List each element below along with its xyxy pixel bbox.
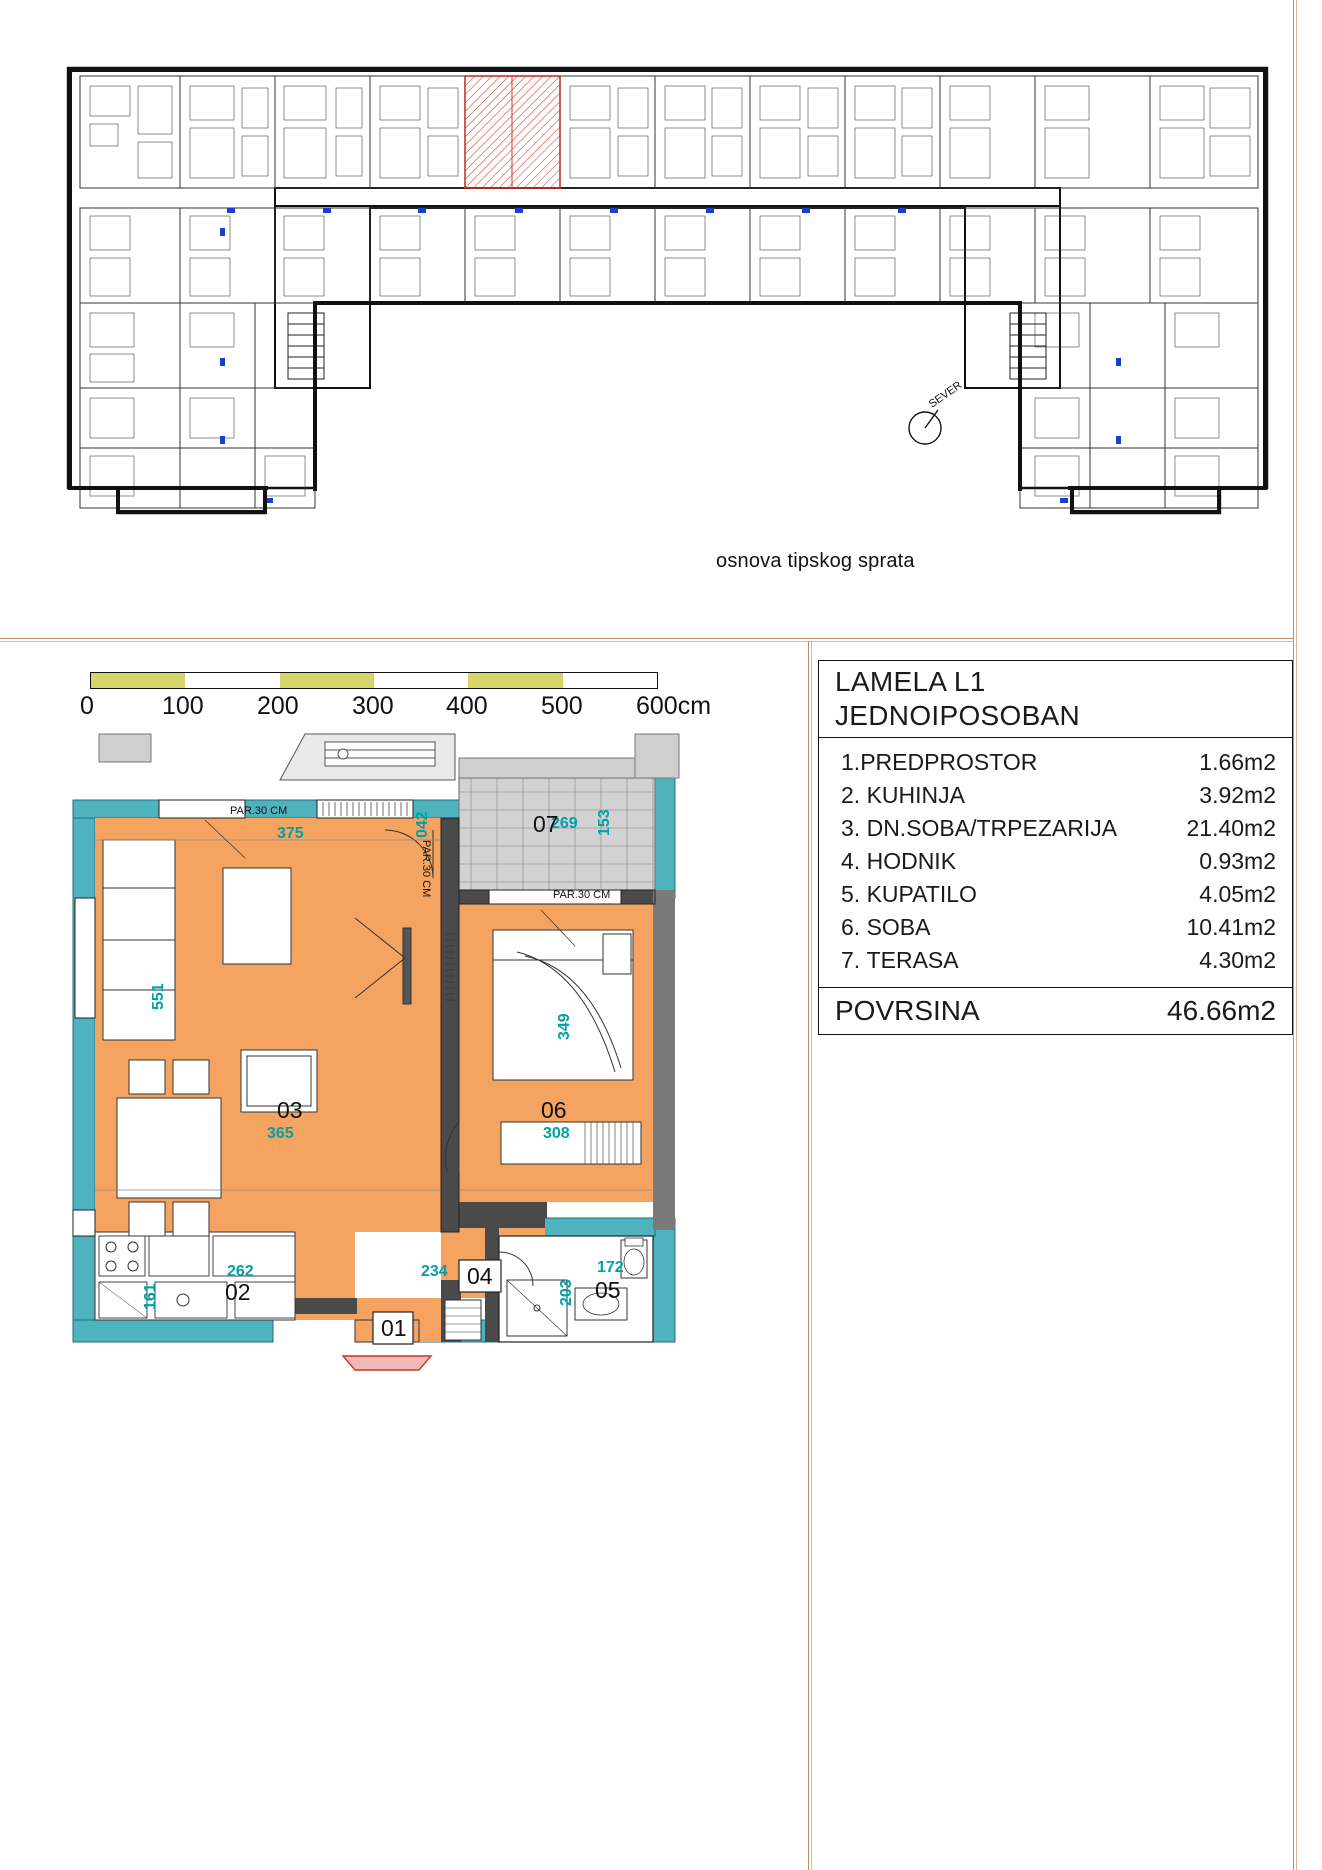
apartment-legend-table	[818, 660, 1293, 1035]
page-frame-column-line-2	[811, 641, 812, 1870]
legend-row-6	[819, 911, 1292, 944]
page-frame-right-line	[1293, 0, 1294, 1870]
scale-tick-200: 200	[257, 692, 299, 720]
scale-bar-labels	[80, 692, 780, 722]
legend-total-area: 46.66m2	[1167, 995, 1276, 1026]
dim-375: 375	[277, 825, 304, 842]
svg-text:SEVER: SEVER	[926, 379, 965, 411]
legend-row-4	[819, 845, 1292, 878]
scale-segment-4	[468, 673, 562, 688]
annotation-par-top-left: PAR.30 CM	[230, 805, 288, 817]
page-frame-mid-line	[0, 638, 1293, 639]
scale-tick-100: 100	[162, 692, 204, 720]
dim-203: 203	[558, 1279, 575, 1306]
page-frame-right-line-2	[1296, 0, 1297, 1870]
dim-365: 365	[267, 1125, 294, 1142]
legend-row-1-no: 1.	[841, 749, 861, 775]
kitchen-02	[95, 1232, 295, 1320]
legend-row-7-no: 7.	[841, 947, 861, 973]
scale-segment-0	[91, 673, 185, 688]
scale-tick-500: 500	[541, 692, 583, 720]
dim-269: 269	[551, 815, 578, 832]
legend-row-5-no: 5.	[841, 881, 861, 907]
legend-row-2-no: 2.	[841, 782, 861, 808]
legend-title: LAMELA L1	[835, 666, 986, 697]
room-number-03: 03	[277, 1097, 303, 1123]
room-number-06: 06	[541, 1097, 567, 1123]
legend-row-6-name: SOBA	[866, 914, 931, 940]
room-number-02: 02	[225, 1279, 251, 1305]
room-number-01: 01	[381, 1315, 407, 1341]
typical-floor-plan	[60, 58, 1275, 578]
north-arrow	[909, 379, 964, 444]
legend-row-6-no: 6.	[841, 914, 861, 940]
highlighted-apartment	[465, 76, 560, 188]
scale-unit-label: 600cm	[636, 692, 712, 720]
scale-segment-1	[185, 673, 279, 688]
scale-segment-3	[374, 673, 468, 688]
dim-153: 153	[596, 809, 613, 836]
legend-total-row	[819, 988, 1292, 1034]
dim-161: 161	[142, 1283, 159, 1310]
room-number-04: 04	[467, 1263, 493, 1289]
entry-canopy	[280, 734, 455, 780]
page-frame-mid-line-2	[0, 641, 1293, 642]
dim-349: 349	[556, 1013, 573, 1040]
legend-row-1-name: PREDPROSTOR	[860, 749, 1038, 775]
legend-row-7	[819, 944, 1292, 977]
legend-row-5-area: 4.05m2	[1199, 881, 1276, 907]
legend-subtitle: JEDNOIPOSOBAN	[819, 699, 1292, 738]
dim-551: 551	[150, 983, 167, 1010]
annotation-par-top-right: PAR.30 CM	[553, 889, 611, 901]
room-number-05: 05	[595, 1277, 621, 1303]
annotation-par-vertical: PAR.30 CM	[420, 840, 432, 898]
legend-row-4-no: 4.	[841, 848, 861, 874]
legend-row-5-name: KUPATILO	[866, 881, 977, 907]
scale-segment-2	[280, 673, 374, 688]
legend-row-1	[819, 746, 1292, 779]
legend-row-3-area: 21.40m2	[1186, 815, 1276, 841]
page-frame-column-line	[808, 641, 809, 1870]
legend-row-2-name: KUHINJA	[866, 782, 965, 808]
scale-tick-0: 0	[80, 692, 94, 720]
scale-tick-300: 300	[352, 692, 394, 720]
dim-234: 234	[421, 1263, 448, 1280]
room-number-07: 07	[533, 811, 559, 837]
legend-row-5	[819, 878, 1292, 911]
legend-row-2	[819, 779, 1292, 812]
scale-tick-400: 400	[446, 692, 488, 720]
legend-row-4-name: HODNIK	[866, 848, 957, 874]
legend-row-2-area: 3.92m2	[1199, 782, 1276, 808]
legend-total-label: POVRSINA	[835, 995, 980, 1026]
typical-floor-plan-caption: osnova tipskog sprata	[716, 550, 915, 572]
scale-bar-segments	[90, 672, 658, 689]
legend-row-3	[819, 812, 1292, 845]
legend-row-1-area: 1.66m2	[1199, 749, 1276, 775]
legend-row-3-name: DN.SOBA/TRPEZARIJA	[866, 815, 1118, 841]
legend-row-6-area: 10.41m2	[1186, 914, 1276, 940]
dim-172: 172	[597, 1259, 624, 1276]
scale-segment-5	[563, 673, 657, 688]
legend-row-7-name: TERASA	[866, 947, 959, 973]
dim-262: 262	[227, 1263, 254, 1280]
legend-row-3-no: 3.	[841, 815, 861, 841]
apartment-detail-plan	[55, 720, 795, 1460]
legend-row-4-area: 0.93m2	[1199, 848, 1276, 874]
dim-308: 308	[543, 1125, 570, 1142]
legend-row-7-area: 4.30m2	[1199, 947, 1276, 973]
legend-room-list	[819, 738, 1292, 988]
dim-042: 042	[414, 811, 431, 838]
